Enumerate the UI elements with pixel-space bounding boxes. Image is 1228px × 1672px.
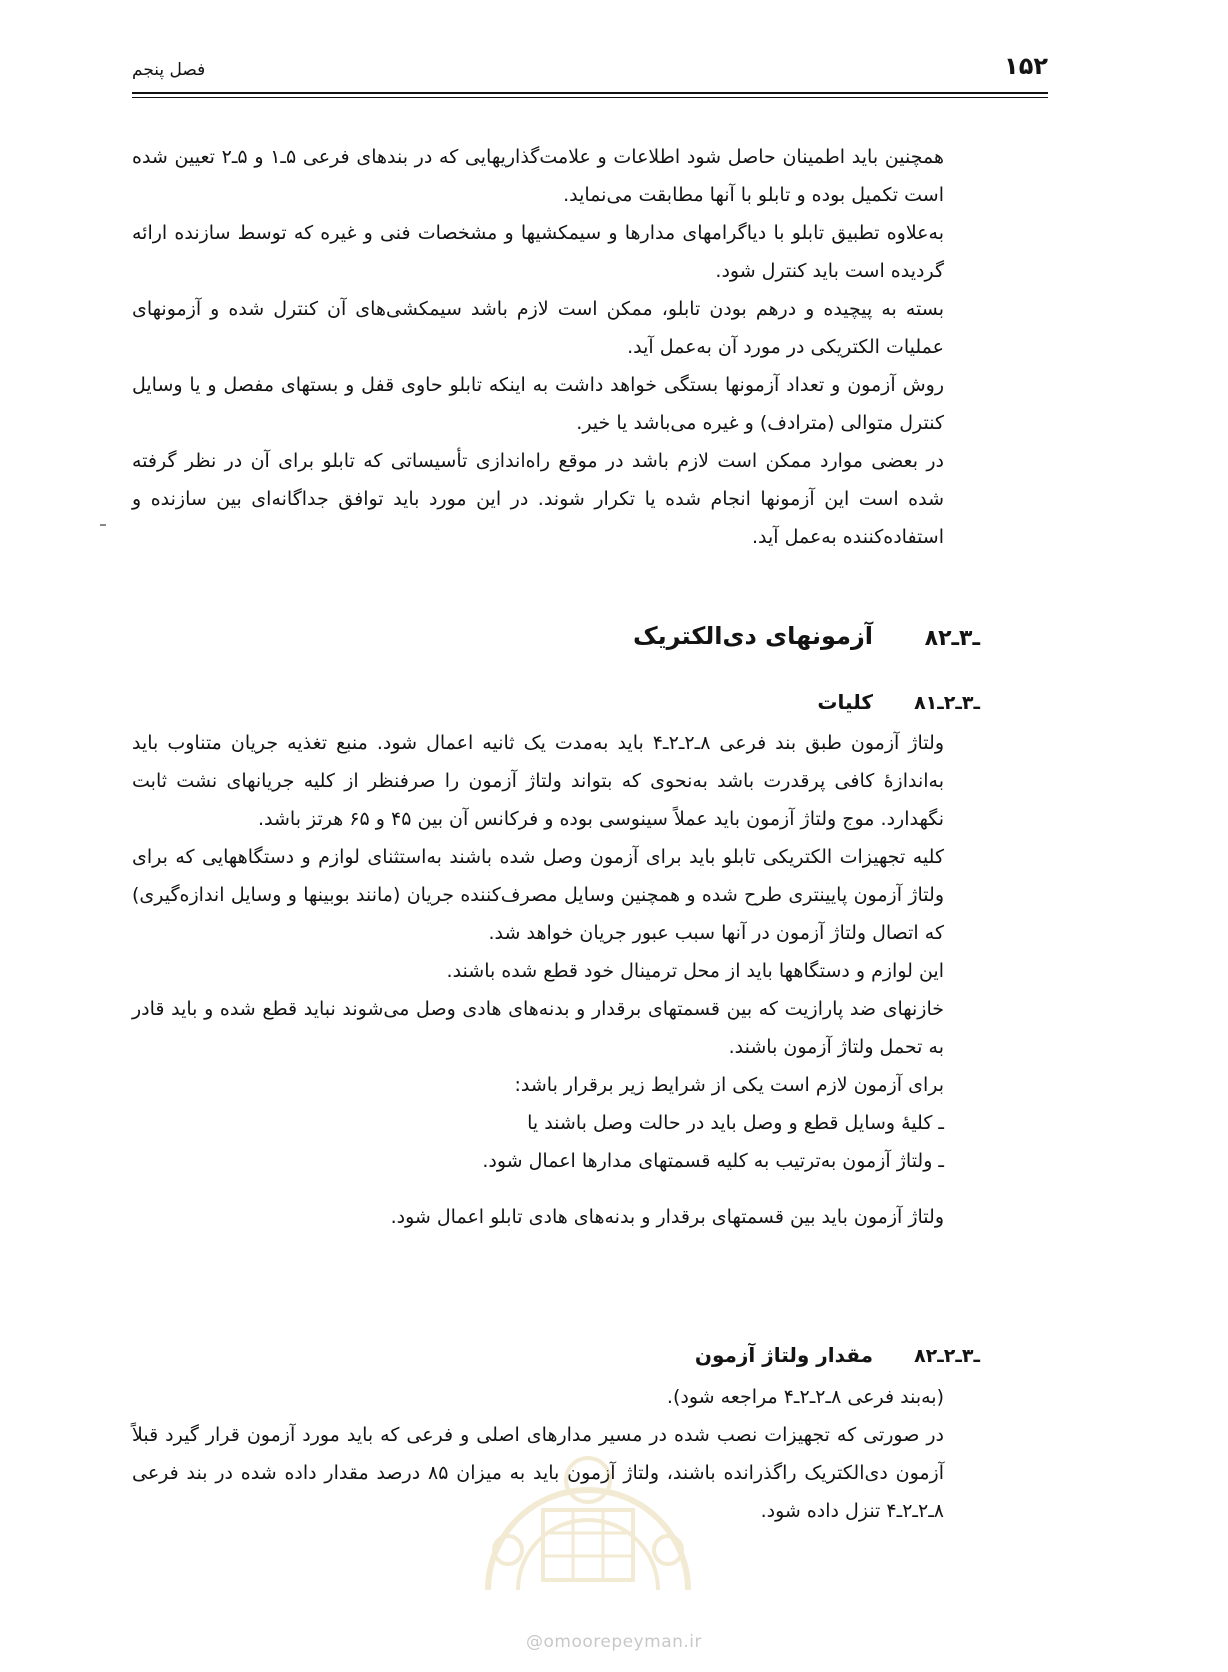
- paragraph: بسته به پیچیده و درهم بودن تابلو، ممکن است لازم باشد سیمکشی‌های آن کنترل شده و آزمونهای عملیات الکتریکی در مورد آن به‌عمل آید.: [132, 298, 944, 358]
- header-rule-thick: [132, 92, 1048, 94]
- paragraph: کلیه تجهیزات الکتریکی تابلو باید برای آزمون وصل شده باشند به‌استثنای لوازم و دستگاههایی که برای ولتاژ آزمون پایینتری طرح شده و همچنین وسایل مصرف‌کننده جریان (مانند بوبینها و وسایل اندازه‌گیری) که اتصال ولتاژ آزمون در آنها سبب عبور جریان خواهد شد.: [132, 846, 944, 944]
- paragraph: ولتاژ آزمون طبق بند فرعی ۸ـ۲ـ۲ـ۴ باید به‌مدت یک ثانیه اعمال شود. منبع تغذیه جریان متناوب باید به‌اندازهٔ کافی پرقدرت باشد به‌نحوی که بتواند ولتاژ آزمون را صرفنظر از کلیه جریانهای نشت ثابت نگهدارد. موج ولتاژ آزمون باید عملاً سینوسی بوده و فرکانس آن بین ۴۵ و ۶۵ هرتز باشد.: [132, 732, 944, 830]
- section-title: آزمونهای دی‌الکتریک: [633, 622, 873, 650]
- list-item: ـ کلیهٔ وسایل قطع و وصل باید در حالت وصل باشند یا: [527, 1112, 944, 1134]
- watermark-logo-icon: [448, 1410, 728, 1610]
- section-number: ۸ـ۳ـ۲: [924, 626, 980, 651]
- paragraph: در صورتی که تجهیزات نصب شده در مسیر مدارهای اصلی و فرعی که باید مورد آزمون قرار گیرد قبلاً آزمون دی‌الکتریک راگذرانده باشند، ولتاژ آزمون باید به میزان ۸۵ درصد مقدار داده شده در بند فرعی ۸ـ۲ـ۲ـ۴ تنزل داده شود.: [132, 1424, 945, 1522]
- spacer: [132, 1180, 944, 1198]
- subsection-1-body: [132, 724, 944, 1236]
- paragraph: به‌علاوه تطبیق تابلو با دیاگرامهای مدارها و سیمکشیها و مشخصات فنی و غیره که توسط سازنده ارائه گردیده است باید کنترل شود.: [132, 222, 944, 282]
- paragraph: ولتاژ آزمون باید بین قسمتهای برقدار و بدنه‌های هادی تابلو اعمال شود.: [390, 1206, 944, 1228]
- subsection-1-title: کلیات: [817, 690, 873, 714]
- watermark-site: @omoorepeyman.ir: [525, 1632, 703, 1652]
- paragraph: برای آزمون لازم است یکی از شرایط زیر برقرار باشد:: [514, 1074, 944, 1096]
- intro-block: [132, 138, 944, 556]
- chapter-title: فصل پنجم: [132, 60, 206, 80]
- paragraph: همچنین باید اطمینان حاصل شود اطلاعات و علامت‌گذاریهایی که در بندهای فرعی ۵ـ۱ و ۵ـ۲ تعیین شده است تکمیل بوده و تابلو با آنها مطابقت می‌نماید.: [132, 146, 944, 206]
- page-header: [132, 52, 1048, 92]
- paragraph: خازنهای ضد پارازیت که بین قسمتهای برقدار و بدنه‌های هادی وصل می‌شوند نباید قطع شده و باید قادر به تحمل ولتاژ آزمون باشند.: [132, 998, 944, 1058]
- subsection-1-number: ۸ـ۳ـ۲ـ۱: [914, 692, 980, 714]
- paragraph: این لوازم و دستگاهها باید از محل ترمینال خود قطع شده باشند.: [446, 960, 944, 982]
- subsection-2-title: مقدار ولتاژ آزمون: [694, 1343, 873, 1367]
- margin-mark: [100, 524, 106, 526]
- list-item: ـ ولتاژ آزمون به‌ترتیب به کلیه قسمتهای مدارها اعمال شود.: [482, 1150, 944, 1172]
- paragraph: (به‌بند فرعی ۸ـ۲ـ۲ـ۴ مراجعه شود).: [666, 1386, 944, 1408]
- paragraph: در بعضی موارد ممکن است لازم باشد در موقع راه‌اندازی تأسیساتی که تابلو برای آن در نظر گرفته شده است این آزمونها انجام شده یا تکرار شوند. در این مورد باید توافق جداگانه‌ای بین سازنده و استفاده‌کننده به‌عمل آید.: [132, 450, 944, 548]
- paragraph: روش آزمون و تعداد آزمونها بستگی خواهد داشت به اینکه تابلو حاوی قفل و بستهای مفصل و یا وسایل کنترل متوالی (مترادف) و غیره می‌باشد یا خیر.: [132, 374, 944, 434]
- page-number: ۱۵۲: [1004, 52, 1048, 80]
- subsection-2-number: ۸ـ۳ـ۲ـ۲: [914, 1345, 980, 1367]
- header-rule-thin: [132, 97, 1048, 98]
